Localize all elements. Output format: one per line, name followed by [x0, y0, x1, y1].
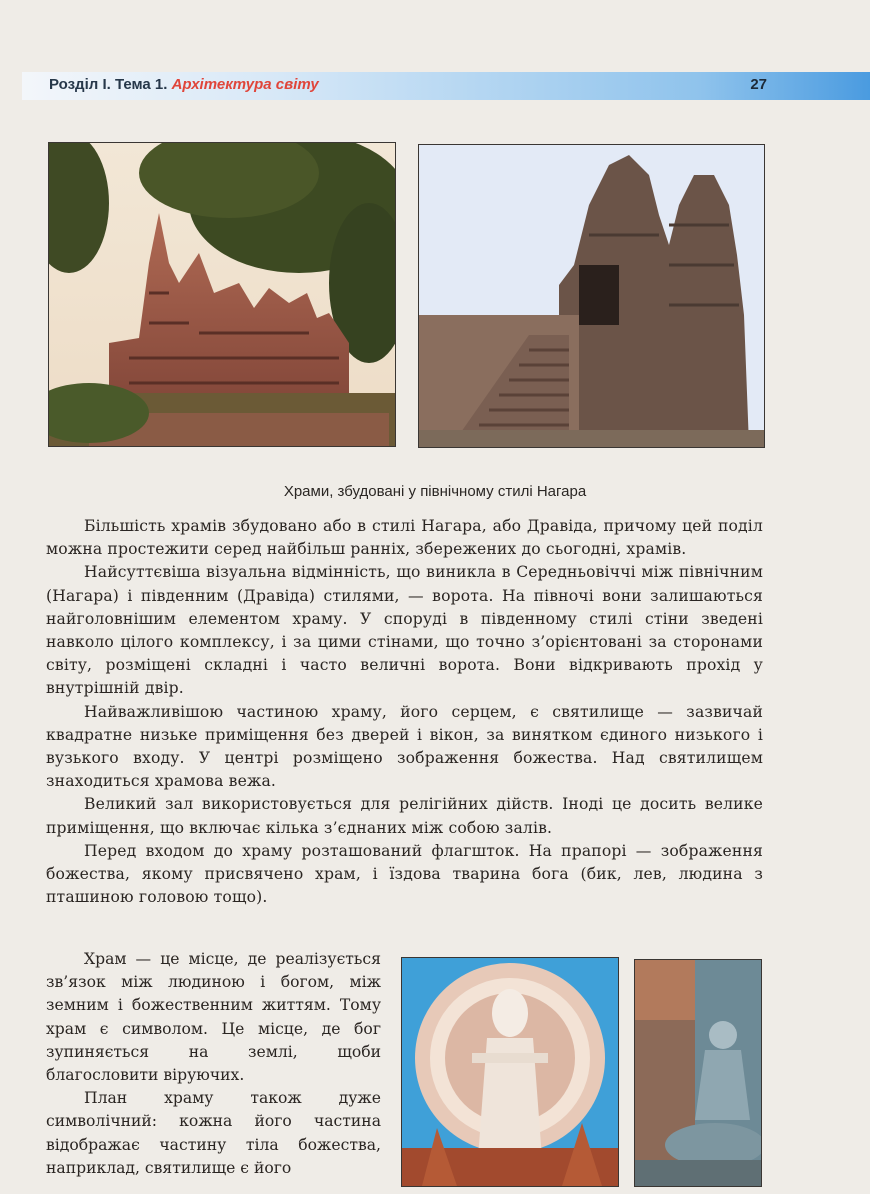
paragraph: Великий зал використовується для релігійних дійств. Іноді це досить велике приміщення, що включає кілька з’єднаних між собою залів.	[46, 795, 763, 837]
paragraph: Найсуттєвіша візуальна відмінність, що виникла в Середньовіччі між північним (Нагара) і південним (Дравіда) стилями, — ворота. На півночі вони залишаються найголовнішим елементом храму. У споруді в південному стилі стіни зведені навколо цілого комплексу, і за цими стінами, що точно з’орієнтовані за сторонами світу, розміщені складні і часто величні ворота. Вони відкривають прохід у внутрішній двір.	[46, 563, 763, 698]
paragraph: Храм — це місце, де реалізується зв’язок між людиною і богом, між земним і божественним життям. Тому храм є символом. Це місце, де бог зупиняється на землі, щоби благословити віруючих.	[46, 950, 381, 1085]
figure-caption: Храми, збудовані у північному стилі Нагара	[283, 483, 587, 500]
body-text	[46, 515, 763, 909]
paragraph: Найважливішою частиною храму, його серцем, є святилище — зазвичай квадратне низьке приміщення без дверей і вікон, за винятком єдиного низького і вузького входу. У центрі розміщено зображення божества. Над святилищем знаходиться храмова вежа.	[46, 702, 763, 791]
topic-title: Архітектура світу	[171, 76, 319, 93]
section-label: Розділ І. Тема 1.	[49, 76, 168, 93]
temple-nagara-photo	[48, 142, 396, 447]
deity-statue-photo	[401, 957, 619, 1187]
page-number: 27	[750, 76, 767, 93]
temple-stone-stairs-photo	[418, 144, 765, 448]
column-text	[46, 948, 381, 1180]
paragraph: План храму також дуже символічний: кожна його частина відображає частину тіла божества, наприклад, святилище є його	[46, 1089, 381, 1177]
section-heading	[49, 76, 319, 93]
paragraph: Більшість храмів збудовано або в стилі Нагара, або Дравіда, причому цей поділ можна простежити серед найбільш ранніх, збережених до сьогодні, храмів.	[46, 517, 763, 559]
paragraph: Перед входом до храму розташований флагшток. На прапорі — зображення божества, якому присвячено храм, і їздова тварина бога (бик, лев, людина з пташиною головою тощо).	[46, 841, 763, 907]
page-header	[22, 72, 870, 100]
shiva-statue-photo	[634, 959, 762, 1187]
